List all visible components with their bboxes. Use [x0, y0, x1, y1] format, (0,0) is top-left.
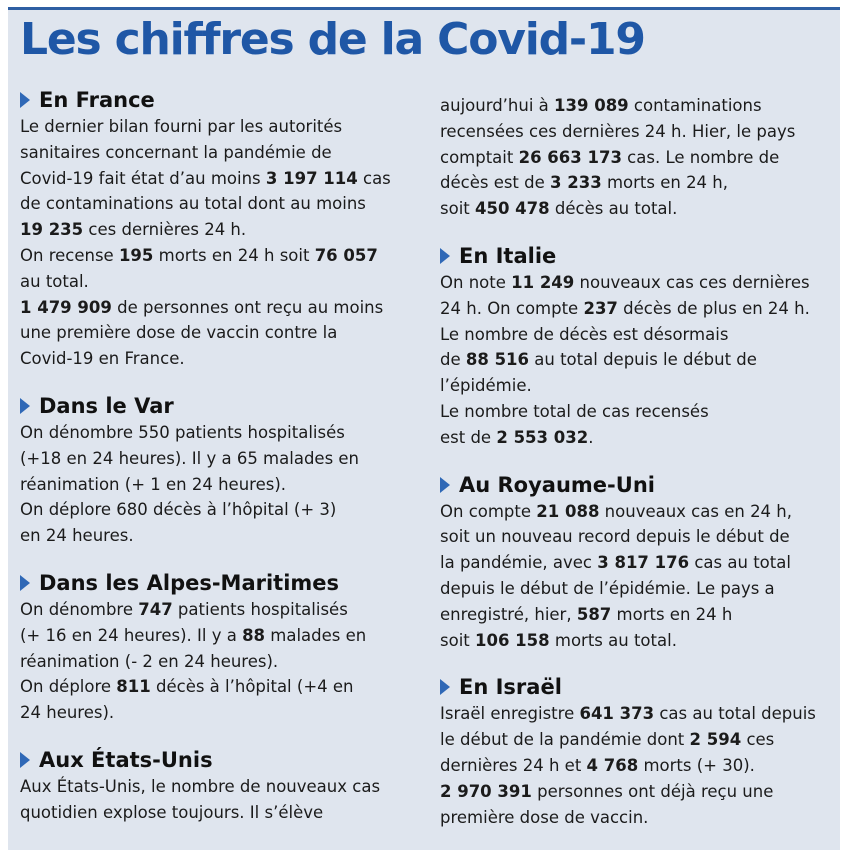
text-run: décès à l’hôpital (+4 en	[150, 677, 354, 697]
text-run: Aux États-Unis, le nombre de nouveaux cas	[20, 776, 381, 796]
text-run: en 24 heures.	[20, 526, 134, 546]
section-heading	[20, 746, 416, 774]
text-line	[20, 472, 416, 498]
text-run: Covid-19 en France.	[20, 349, 185, 369]
text-run: de contaminations au total dont au moins	[20, 194, 366, 214]
text-line	[20, 191, 416, 217]
text-run: patients hospitalisés	[172, 599, 348, 619]
section-heading	[20, 569, 416, 597]
text-run: dernières 24 h et	[440, 755, 587, 775]
right-column	[440, 93, 832, 850]
triangle-bullet-icon	[20, 92, 30, 108]
text-run: décès est de	[440, 173, 551, 193]
section-italie	[440, 242, 832, 451]
figure-value: 19 235	[20, 220, 84, 240]
text-run: de personnes ont reçu au moins	[111, 297, 384, 317]
text-run: depuis le début de l’épidémie. Le pays a	[440, 578, 775, 598]
figure-value: 26 663 173	[518, 147, 622, 167]
covid-figures-panel	[8, 7, 840, 850]
text-run: est de	[440, 427, 497, 447]
section-body	[20, 420, 416, 549]
text-line	[20, 623, 416, 649]
figure-value: 747	[138, 599, 173, 619]
figure-value: 2 553 032	[496, 427, 589, 447]
text-run: réanimation (- 2 en 24 heures).	[20, 651, 279, 671]
text-line	[440, 701, 832, 727]
text-run: de	[440, 350, 466, 370]
section-alpes-maritimes	[20, 569, 416, 726]
text-line	[440, 779, 832, 805]
section-heading-label: Dans les Alpes-Maritimes	[39, 570, 340, 595]
triangle-bullet-icon	[20, 575, 30, 591]
page-title: Les chiffres de la Covid-19	[20, 14, 645, 65]
text-run: aujourd’hui à	[440, 96, 555, 115]
section-france	[20, 86, 416, 372]
text-line	[440, 270, 832, 296]
section-heading	[440, 471, 832, 499]
text-line	[440, 119, 832, 145]
section-body	[440, 270, 832, 451]
text-run: soit	[440, 199, 475, 219]
text-run: Covid-19 fait état d’au moins	[20, 168, 266, 188]
figure-value: 139 089	[554, 96, 629, 115]
text-line	[20, 140, 416, 166]
text-line	[440, 322, 832, 348]
section-heading-label: Aux États-Unis	[39, 747, 213, 772]
text-run: cas au total	[689, 553, 791, 573]
figure-value: 811	[116, 677, 151, 697]
section-body	[440, 499, 832, 654]
section-israel	[440, 673, 832, 830]
text-run: Israël enregistre	[440, 704, 580, 724]
text-line	[440, 170, 832, 196]
text-line	[440, 499, 832, 525]
text-run: (+ 16 en 24 heures). Il y a	[20, 625, 243, 645]
text-line	[20, 166, 416, 192]
section-body	[20, 597, 416, 726]
figure-value: 21 088	[536, 501, 600, 521]
text-line	[20, 674, 416, 700]
text-line	[440, 753, 832, 779]
figure-value: 237	[583, 298, 618, 318]
text-line	[20, 269, 416, 295]
text-run: morts au total.	[549, 630, 677, 650]
text-run: comptait	[440, 147, 519, 167]
text-run: la pandémie, avec	[440, 553, 598, 573]
section-heading-label: Dans le Var	[39, 393, 174, 418]
text-run: nouveaux cas ces dernières	[574, 272, 810, 292]
text-run: enregistré, hier,	[440, 604, 577, 624]
text-run: première dose de vaccin.	[440, 807, 649, 827]
text-run: décès au total.	[549, 199, 678, 219]
text-line	[20, 700, 416, 726]
text-run: On déplore	[20, 677, 117, 697]
text-line	[20, 497, 416, 523]
text-line	[440, 602, 832, 628]
section-usa	[20, 746, 416, 826]
figure-value: 641 373	[579, 704, 655, 724]
triangle-bullet-icon	[440, 679, 450, 695]
figure-value: 4 768	[586, 755, 639, 775]
text-run: au total.	[20, 271, 89, 291]
text-run: On dénombre 550 patients hospitalisés	[20, 422, 345, 442]
text-line	[20, 446, 416, 472]
left-column	[20, 86, 416, 846]
figure-value: 106 158	[475, 630, 550, 650]
section-usa-continued	[440, 93, 832, 222]
text-line	[440, 805, 832, 831]
text-run: Le nombre de décès est désormais	[440, 324, 729, 344]
figure-value: 3 817 176	[597, 553, 690, 573]
section-body	[20, 774, 416, 826]
section-royaume-uni	[440, 471, 832, 654]
text-run: l’épidémie.	[440, 376, 532, 396]
text-run: Le nombre total de cas recensés	[440, 401, 709, 421]
text-run: quotidien explose toujours. Il s’élève	[20, 802, 324, 822]
text-run: ces dernières 24 h.	[83, 220, 247, 240]
text-line	[440, 93, 832, 119]
text-run: Le dernier bilan fourni par les autorités	[20, 117, 343, 136]
text-line	[20, 649, 416, 675]
text-line	[440, 425, 832, 451]
text-line	[440, 576, 832, 602]
text-run: décès de plus en 24 h.	[617, 298, 810, 318]
text-run: morts en 24 h,	[601, 173, 729, 193]
triangle-bullet-icon	[440, 248, 450, 264]
text-run: soit	[440, 630, 475, 650]
text-line	[440, 347, 832, 373]
text-run: réanimation (+ 1 en 24 heures).	[20, 474, 287, 494]
text-run: morts en 24 h soit	[153, 245, 315, 265]
text-line	[20, 420, 416, 446]
text-run: On recense	[20, 245, 119, 265]
text-run: 24 heures).	[20, 703, 115, 723]
text-run: ces	[741, 730, 775, 750]
figure-value: 3 197 114	[265, 168, 358, 188]
section-heading	[440, 673, 832, 701]
text-line	[20, 217, 416, 243]
figure-value: 587	[576, 604, 612, 624]
text-line	[20, 597, 416, 623]
text-run: .	[588, 427, 594, 447]
text-run: On dénombre	[20, 599, 139, 619]
text-line	[440, 628, 832, 654]
text-run: sanitaires concernant la pandémie de	[20, 142, 332, 162]
section-heading	[20, 86, 416, 114]
text-run: (+18 en 24 heures). Il y a 65 malades en	[20, 448, 360, 468]
figure-value: 3 233	[550, 173, 602, 193]
figure-value: 2 594	[689, 730, 742, 750]
text-run: malades en	[265, 625, 367, 645]
text-run: cas au total depuis	[654, 704, 816, 724]
text-run: morts (+ 30).	[638, 755, 755, 775]
text-line	[20, 523, 416, 549]
text-line	[20, 774, 416, 800]
triangle-bullet-icon	[20, 752, 30, 768]
text-run: soit un nouveau record depuis le début de	[440, 527, 790, 547]
figure-value: 76 057	[314, 245, 378, 265]
triangle-bullet-icon	[440, 477, 450, 493]
text-line	[20, 295, 416, 321]
section-body	[440, 701, 832, 830]
text-line	[20, 320, 416, 346]
figure-value: 2 970 391	[440, 781, 532, 801]
text-run: personnes ont déjà reçu une	[531, 781, 774, 801]
text-run: morts en 24 h	[611, 604, 733, 624]
text-line	[440, 550, 832, 576]
section-body	[20, 114, 416, 372]
text-run: le début de la pandémie dont	[440, 730, 690, 750]
text-line	[440, 196, 832, 222]
section-heading-label: En Israël	[459, 675, 562, 700]
figure-value: 88 516	[465, 350, 530, 370]
text-line	[20, 800, 416, 826]
figure-value: 11 249	[511, 272, 575, 292]
figure-value: 450 478	[475, 199, 550, 219]
text-run: On note	[440, 272, 512, 292]
text-run: une première dose de vaccin contre la	[20, 323, 338, 343]
figure-value: 88	[242, 625, 266, 645]
text-run: cas	[357, 168, 391, 188]
text-run: au total depuis le début de	[529, 350, 757, 370]
text-line	[440, 296, 832, 322]
section-heading-label: Au Royaume-Uni	[459, 472, 655, 497]
section-heading-label: En France	[39, 88, 155, 112]
figure-value: 1 479 909	[20, 297, 112, 317]
text-run: recensées ces dernières 24 h. Hier, le pays	[440, 121, 796, 141]
text-run: nouveaux cas en 24 h,	[599, 501, 793, 521]
text-line	[440, 399, 832, 425]
text-line	[440, 524, 832, 550]
text-run: On compte	[440, 501, 537, 521]
section-heading-label: En Italie	[459, 243, 557, 268]
text-run: contaminations	[628, 96, 762, 115]
section-heading	[20, 392, 416, 420]
text-run: cas. Le nombre de	[621, 147, 780, 167]
text-line	[440, 373, 832, 399]
text-run: On déplore 680 décès à l’hôpital (+ 3)	[20, 500, 337, 520]
text-run: 24 h. On compte	[440, 298, 584, 318]
text-line	[440, 727, 832, 753]
text-line	[20, 114, 416, 140]
figure-value: 195	[118, 245, 154, 265]
text-line	[20, 346, 416, 372]
section-heading	[440, 242, 832, 270]
section-var	[20, 392, 416, 549]
triangle-bullet-icon	[20, 398, 30, 414]
text-line	[440, 145, 832, 171]
text-line	[20, 243, 416, 269]
